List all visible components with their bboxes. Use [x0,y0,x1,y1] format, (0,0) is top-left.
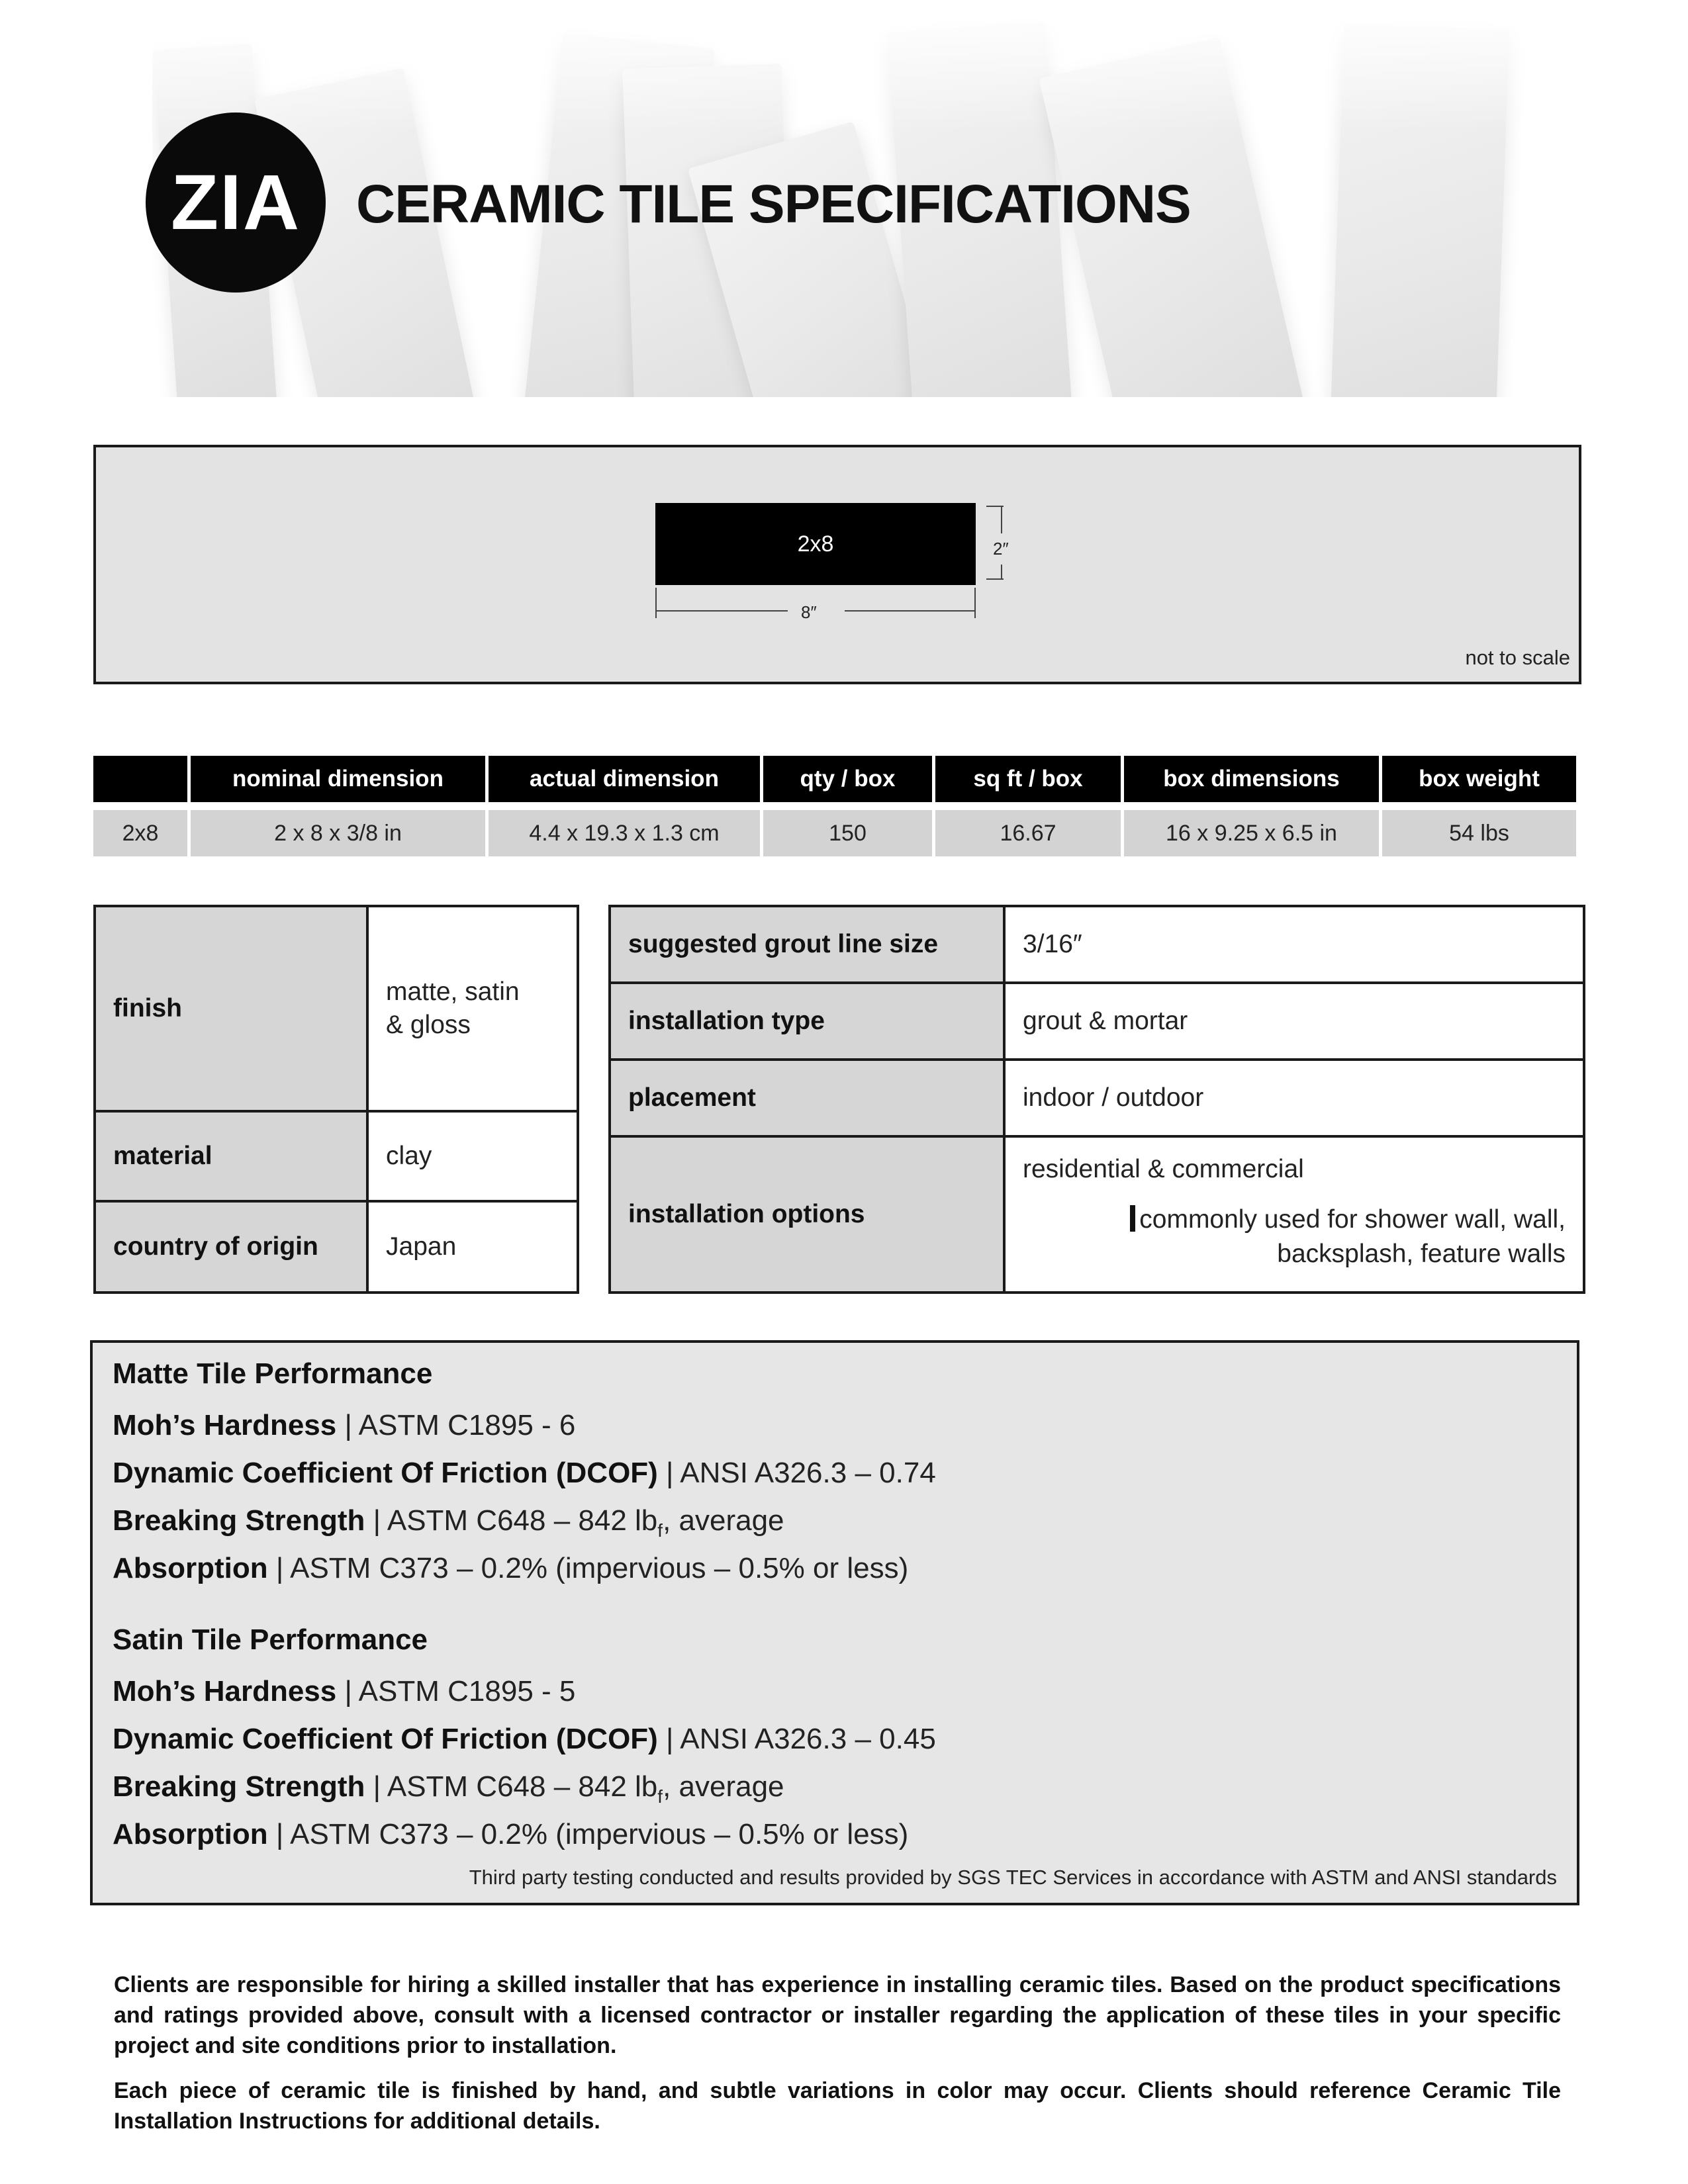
property-label: country of origin [95,1201,367,1293]
column-header: actual dimension [489,756,760,802]
column-header: box dimensions [1124,756,1379,802]
property-row [610,1136,1584,1293]
spec-table [90,756,1579,856]
note-line-1: commonly used for shower wall, wall, [1139,1205,1566,1234]
property-value: Japan [367,1201,578,1293]
material-properties-table [93,905,579,1294]
width-dimension-cap [655,588,657,618]
property-value: indoor / outdoor [1004,1060,1584,1136]
property-row [610,983,1584,1060]
performance-row: Moh’s Hardness | ASTM C1895 - 6 [113,1409,576,1441]
width-dimension-line [845,610,974,612]
performance-row: Absorption | ASTM C373 – 0.2% (impervious – 0.5% or less) [113,1552,909,1584]
property-label: placement [610,1060,1004,1136]
satin-performance-title: Satin Tile Performance [113,1623,428,1656]
performance-row: Breaking Strength | ASTM C648 – 842 $lb_f$, average [113,1770,784,1807]
page-title: CERAMIC TILE SPECIFICATIONS [356,174,1191,234]
property-label: suggested grout line size [610,906,1004,983]
disclaimer-paragraph: Each piece of ceramic tile is finished by hand, and subtle variations in color may occur. Clients should reference Ceramic Tile Installation Instructions for additional details. [114,2078,1561,2134]
installation-options-value: residential & commercial [1023,1155,1304,1183]
column-header: sq ft / box [935,756,1121,802]
property-value: grout & mortar [1004,983,1584,1060]
property-value: 3/16″ [1004,906,1584,983]
property-row [95,906,578,1111]
property-row [95,1201,578,1293]
property-row [610,906,1584,983]
logo-text: ZIA [170,159,301,246]
performance-row: Breaking Strength | ASTM C648 – 842 $lb_f$, average [113,1504,784,1541]
header-fade [152,0,1542,132]
width-dimension-label: 8″ [801,602,817,622]
table-cell: 150 [763,810,932,856]
table-cell: 2x8 [93,810,187,856]
testing-note: Third party testing conducted and results provided by SGS TEC Services in accordance with ASTM and ANSI standards [469,1866,1557,1889]
spec-table-header [93,756,1576,802]
performance-row: Moh’s Hardness | ASTM C1895 - 5 [113,1675,576,1707]
property-row [95,1111,578,1201]
property-label: finish [95,906,367,1111]
height-dimension-label: 2″ [993,533,1009,565]
column-header: nominal dimension [191,756,485,802]
property-value: clay [367,1111,578,1201]
performance-row: Dynamic Coefficient Of Friction (DCOF) | ANSI A326.3 – 0.45 [113,1723,936,1755]
height-dimension-cap [986,578,1004,580]
table-cell: 54 lbs [1382,810,1576,856]
tile-shape [655,503,976,585]
note-marker [1130,1205,1135,1232]
installation-properties-table [608,905,1585,1294]
scale-note: not to scale [1465,646,1570,669]
performance-panel [90,1340,1579,1905]
table-cell: 2 x 8 x 3/8 in [191,810,485,856]
table-cell: 16 x 9.25 x 6.5 in [1124,810,1379,856]
performance-row: Absorption | ASTM C373 – 0.2% (impervious – 0.5% or less) [113,1818,909,1850]
performance-row: Dynamic Coefficient Of Friction (DCOF) | ANSI A326.3 – 0.74 [113,1457,936,1489]
property-label: material [95,1111,367,1201]
tile-size-label: 2x8 [797,531,834,557]
disclaimer-paragraph: Clients are responsible for hiring a skilled installer that has experience in installing ceramic tiles. Based on the product specifications and ratings provided above, consult with a licensed contractor or installer regarding the application of these tiles in your specific project and site conditions prior to installation. [114,1972,1561,2058]
width-dimension-cap [974,588,976,618]
zia-logo [146,113,326,293]
table-row [93,810,1576,856]
note-line-2: backsplash, feature walls [1277,1240,1566,1268]
matte-performance-title: Matte Tile Performance [113,1357,433,1390]
property-label: installation options [610,1136,1004,1293]
table-cell: 4.4 x 19.3 x 1.3 cm [489,810,760,856]
property-label: installation type [610,983,1004,1060]
property-row [610,1060,1584,1136]
column-header: qty / box [763,756,932,802]
column-header: box weight [1382,756,1576,802]
property-value: matte, satin & gloss [367,906,578,1111]
width-dimension-line [655,610,788,612]
property-value [1004,1136,1584,1293]
column-header [93,756,187,802]
installation-options-note [1023,1203,1566,1271]
table-cell: 16.67 [935,810,1121,856]
height-dimension-cap [986,506,1004,507]
